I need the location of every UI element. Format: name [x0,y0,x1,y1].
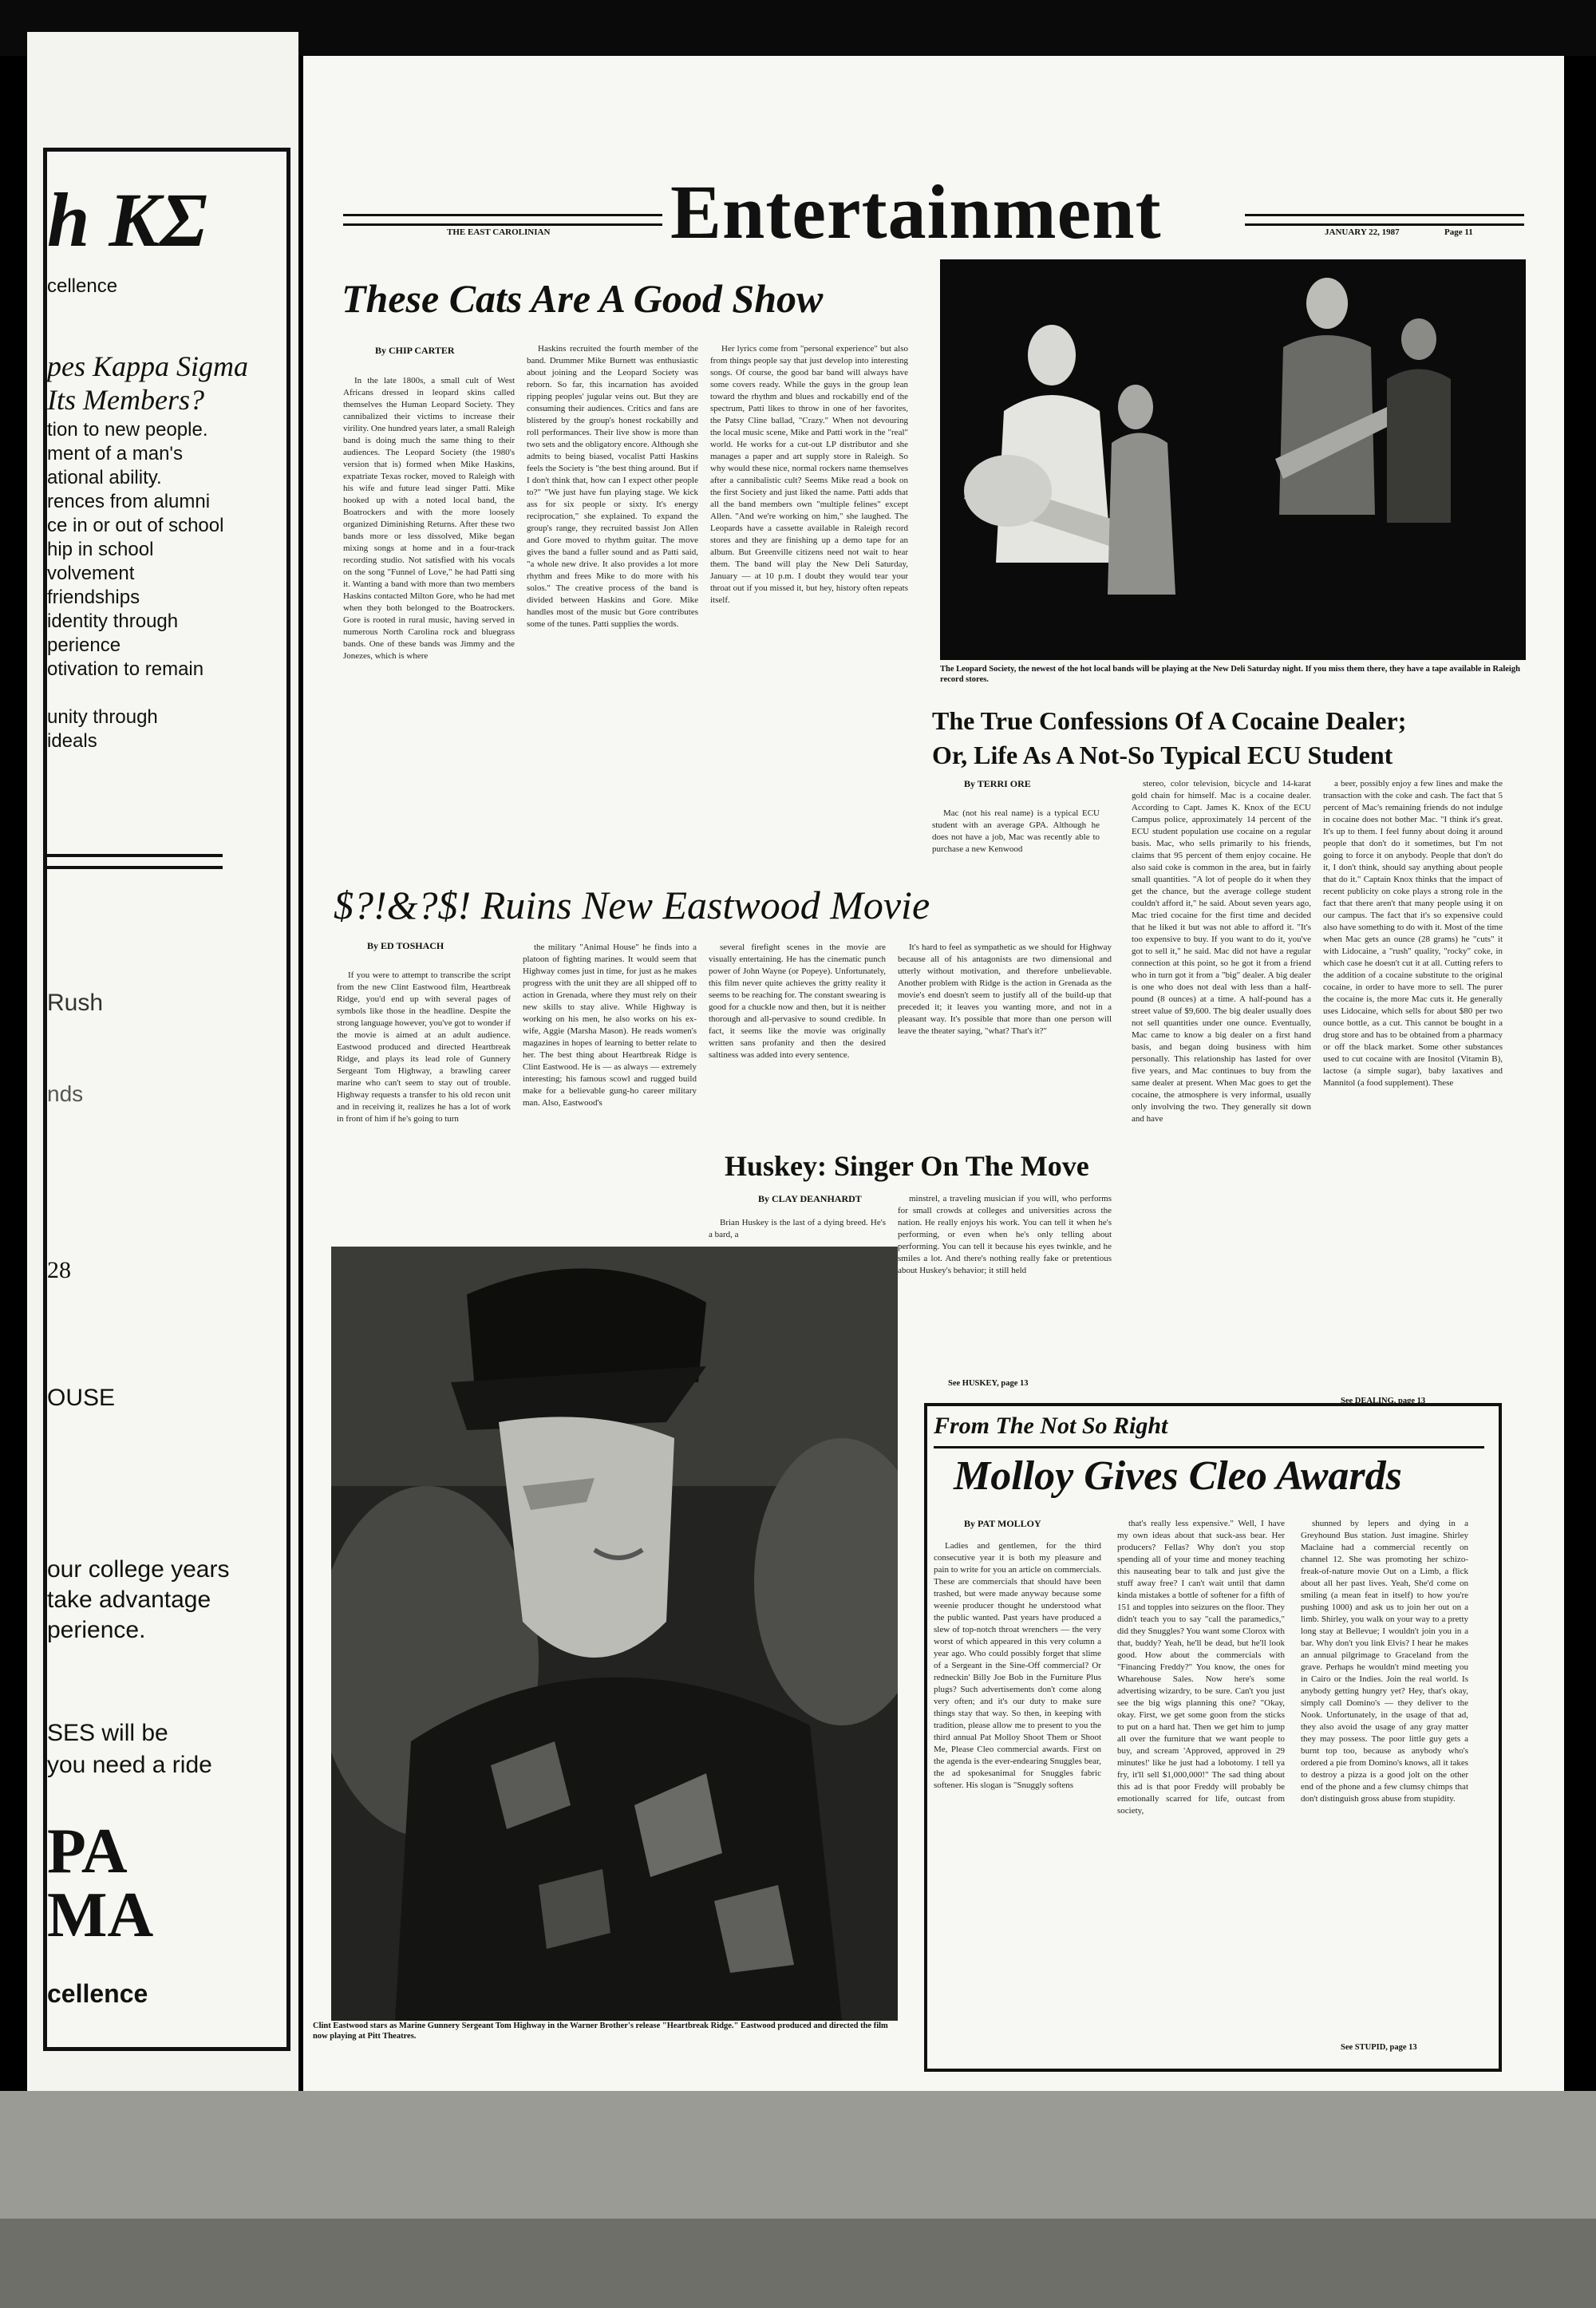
molloy-headline: Molloy Gives Cleo Awards [954,1453,1402,1499]
cocaine-text: a beer, possibly enjoy a few lines and make the transaction with the coke and cash. The fact that 5 percent of Mac's remaining friends do not indulge in cocaine does not bother Mac. "I think it's great. It's up to them. I feel funny about doing it around people that don't do it sometimes, but I'm not going to force it on anybody. People that don't do it, I don't think, should say anything about people that do it." Captain Knox thinks that the impact of recent publicity on coke plays a strong role in the fact that there aren't that many people using it on our campus. The fact that it's so expensive could also have something to do with it. Most of the time when Mac gets an ounce (28 grams) he "cuts" it with Lidocaine, a "rush" quality, "rocky" coke, in which case he doesn't cut it at all. Cutting refers to the addition of a cocaine substitute to the original cocaine, in order to have more to sell. The purer the cocaine is, the more Mac cuts it. He generally uses Lidocaine, which sells for about $80 per two ounce bottle, as a cut. This cannot be bought in a drug store and has to be obtained from a pharmacy or off the black market. Some other substances used to cut cocaine with are Inositol (Vitamin B), lactose (a simple sugar), baby laxatives and Mannitol (a food supplement). These [1323,779,1503,1088]
dealing-jump-line: See DEALING, page 13 [1341,1397,1426,1405]
huskey-column-1 [709,1217,886,1249]
eastwood-headline: $?!&?$! Ruins New Eastwood Movie [334,883,930,927]
ad-closing-line: perience. [47,1617,146,1643]
ad-benefit: ce in or out of school [47,515,224,536]
masthead-rule [343,223,662,226]
molloy-text: Ladies and gentlemen, for the third consecutive year it is both my pleasure and pain to write for you an article on commercials. These are commercials that should have been trashed, but were made anyway because some weenie producer thought he understood what the public wanted. Past years have produced a slew of top-notch throat wrenchers — the very worst of which appeared in this very column a year ago. Who could possibly forget that slime of a Sergeant in the Sine-Off commercial? Or redneckin' Billy Joe Bob in the Furniture Plus plugs? Such advertisements don't come along very often; and it's our duty to make sure things stay that way. So then, in keeping with tradition, please allow me to present to you the third annual Pat Molloy Shoot Them or Shoot Me, Please Cleo commercial awards. First on the agenda is the ever-endearing Snuggles bear, the ad spokesanimal for Snuggles fabric softener. His slogan is "Snuggly softens [934,1541,1101,1790]
masthead-rule [1245,223,1524,226]
cats-text: Her lyrics come from "personal experience" but also from things people say that just develop into interesting songs. Of course, the good bar band will always have some covers ready. While the guys in the group lean toward the rhythm and blues and rockabilly end of the spectrum, Patti likes to throw in one of her favorites, the Patsy Cline ballad, "Crazy." When not devouring the local music scene, Mike and Patti work in the "real" world. He works for a cut-out LP distributor and she manages a paper and art supply store in Raleigh. So why would these nice, normal rockers name themselves after a cannibalistic cult? Seems Mike read a book on the first Society and just liked the name. Patti adds that all the band members own "multiple felines" except Allen. "And we're working on him," she laughed. The Leopards have a cassette available in Raleigh record stores and they are finishing up a demo tape for an album. But Greenville citizens need not wait to hear them. The band will play the New Deli Saturday, January — at 10 p.m. I doubt they would tear your throat out if you missed it, but hey, history often repeats itself. [710,344,908,605]
cats-text: Haskins recruited the fourth member of the band. Drummer Mike Burnett was enthusiastic about joining and the Leopard Society was reborn. So far, this incarnation has avoided ripping peoples' jugular veins out. But they are consuming their audiences. Critics and fans are blistered by the group's honest rockabilly and roll performances. Their live show is more than two sets and the obligatory encore. Although she admits to being biased, vocalist Patti Haskins feels the Society is "the best thing around. But if I don't think that, how can I expect other people to?" "We just have fun playing stage. We kick ass for six people or sixty. It's energy reciprocation," she explained. To expand the group's range, they recruited bassist Jon Allen and Gore moved to rhythm guitar. The move gives the band a fuller sound and as Patti said, "a whole new drive. It also provides a lot more rhythm and frees Mike to do more with his solos." The creative process of the band is divided between Haskins and Gore. Mike handles most of the music but Gore contributes some of the tunes. Patti supplies the words. [527,344,698,629]
ad-logo-letters: h ΚΣ [47,177,207,263]
ad-benefit: unity through [47,706,158,728]
eastwood-column-1 [337,970,511,1225]
molloy-kicker: From The Not So Right [934,1413,1168,1439]
ad-benefit: hip in school [47,539,154,560]
eastwood-column-3 [709,942,886,1133]
leopard-photo-caption: The Leopard Society, the newest of the hot local bands will be playing at the New Deli Saturday night. If you miss them there, they have a tape available in Raleigh record stores. [940,665,1520,684]
ad-divider [47,854,223,857]
scanner-bed-shadow [0,2219,1596,2308]
ad-closing-line: take advantage [47,1587,211,1613]
masthead-rule [1245,214,1524,216]
ad-benefit: volvement [47,563,135,584]
stupid-jump-line: See STUPID, page 13 [1341,2043,1417,2052]
ad-house-label: OUSE [47,1385,116,1411]
kappa-sigma-ad [43,148,290,2051]
ad-benefit: ment of a man's [47,443,183,464]
cocaine-column-2 [1132,778,1311,1409]
huskey-column-2 [898,1193,1112,1373]
leopard-society-photo [940,259,1526,660]
cats-headline: These Cats Are A Good Show [342,276,824,321]
molloy-kicker-rule [934,1446,1484,1448]
huskey-text: minstrel, a traveling musician if you will, who performs for small crowds at colleges and universities across the nation. He really enjoys his work. You can tell it when he's performing, or even when he's only telling about performing. You can tell it because his eyes twinkle, and he smiles a lot. And there's nothing really fake or pretentious about Huskey's behavior; it still held [898,1194,1112,1275]
ad-benefit: rences from alumni [47,491,211,512]
paper-name: THE EAST CAROLINIAN [447,227,551,237]
band-photo-image [940,259,1526,660]
ad-ride-line: SES will be [47,1720,168,1746]
cocaine-byline: By TERRI ORE [964,778,1031,789]
molloy-byline: By PAT MOLLOY [964,1518,1041,1529]
ad-big-text: MA [47,1880,154,1950]
huskey-jump-line: See HUSKEY, page 13 [948,1379,1029,1388]
molloy-text: shunned by lepers and dying in a Greyhound Bus station. Just imagine. Shirley Maclaine had a commercial recently on channel 12. She was promoting her schizo-freak-of-nature movie Out on a Limb, a flick about all her past lives. Yeah, She'd come on smiling (a mean feat in itself) to how you're pushing 1000) and ask us to join her out on a limb. Shirley, you walk on your way to a pretty long stay at Bellevue; I wouldn't join you in a bar. Why don't you link Elvis? I hear he makes an annual pilgrimage to Graceland from the grave. Perhaps he wouldn't mind meeting you in Cairo or the Indies. Join the real world. Is anybody getting hungry yet? Hey, that's okay, simply call Domino's — they deliver to the Nook. Unfortunately, in the usage of that ad, they also avoid the usage of any gray matter they may possess. The poor little guy gets a burnt top too, because as anybody who's ordered a pie from Domino's knows, all it takes to destroy a pizza is a good jolt on the other end of the phone and a few clumsy chimps that don't distinguish gross abuse from stupidity. [1301,1519,1468,1804]
cats-column-1 [343,375,515,858]
huskey-headline: Huskey: Singer On The Move [725,1150,1089,1182]
cocaine-headline-line-1: The True Confessions Of A Cocaine Dealer; [932,706,1407,735]
section-masthead [343,168,1524,255]
ad-rush-label: Rush [47,990,104,1016]
cocaine-column-1 [932,808,1100,871]
ad-benefit: friendships [47,587,140,608]
cocaine-text: stereo, color television, bicycle and 14-karat gold chain for himself. Mac is a cocaine dealer. According to Capt. James K. Knox of the ECU Campus police, approximately 14 percent of the ECU student population use cocaine on a regular basis. Mac, who sells primarily to his friends, claims that 95 percent of them enjoy cocaine. He also said coke is common in the area, but in fairly small quantities. "A lot of people do it when they get the chance, but the average college student couldn't afford it," he said. About seven years ago, Mac tried cocaine for the first time and decided that he liked it but was not able to afford it. "It's too expensive to buy. If you want to do it, you've got to sell it," he said. Mac did not have a regular connection at this point, so he got it from a friend who in turn got it from a "big" dealer. A big dealer is one who does not deal with less than a half-pound (8 ounces) at a time. A half-pound has a street value of $9,600. The big dealer usually does not sell quantities under one ounce. Eventually, Mac came to know a big dealer on a first hand basis, and began doing business with him personally. This relationship has lasted for over five years, and Mac continues to buy from the same dealer at present. When Mac goes to get the cocaine, the atmosphere is very informal, usually only involving the two. They generally sit down and have [1132,779,1311,1124]
molloy-column-2 [1117,1518,1285,2051]
cocaine-text: Mac (not his real name) is a typical ECU student with an average GPA. Although he does not have a job, Mac was recently able to purchase a new Kenwood [932,808,1100,854]
molloy-text: that's really less expensive." Well, I have my own ideas about that suck-ass bear. Her producers? Fellas? Why don't you stop spending all of your time and money teaching this nauseating bear to talk and just give the stuff away free? I can't wait until that damn kinda mistakes a bottle of softener for a fifth of 151 and topples into seizures on the floor. They didn't teach you to say "call the paramedics," did they Snuggles? You want some Clorox with that, buddy? Yeah, he'll be dead, but he'll look good. How about the commercials with "Financing Freddy?" You know, the ones for Wharehouse Sales. Now here's some advertising wizardry, to be sure. Can't you just see the big wigs planning this one? "Okay, okay. First, we get some goon from the sticks to put on a hard hat. Then we get him to jump all over the furniture that we want people to buy, and scream 'Approved, approved in 29 minutes!' like he just had a lobotomy. I tell ya fry, it'll sell $1,000,000!" The sad thing about this ad is that poor Freddy will probably be emotionally scarred for life, outcast from society, [1117,1519,1285,1816]
cocaine-column-3 [1323,778,1503,1394]
ad-date-label: 28 [47,1257,71,1283]
eastwood-photo-caption: Clint Eastwood stars as Marine Gunnery Sergeant Tom Highway in the Warner Brother's release "Heartbreak Ridge." Eastwood produced and directed the film now playing at Pitt Theatres. [313,2021,888,2041]
ad-nds-label: nds [47,1081,84,1106]
ad-benefit: ational ability. [47,467,162,488]
masthead-rule [343,214,662,216]
ad-ride-line: you need a ride [47,1752,212,1778]
issue-date: JANUARY 22, 1987 [1325,227,1400,237]
huskey-text: Brian Huskey is the last of a dying breed. He's a bard, a [709,1218,886,1239]
ad-closing-line: our college years [47,1556,230,1583]
section-title: Entertainment [670,169,1162,255]
page-number: Page 11 [1444,227,1473,237]
cats-column-3 [710,343,908,870]
eastwood-text: It's hard to feel as sympathetic as we should for Highway because all of his antagonists are two dimensional and utterly without motivation, and therefore unbelievable. Another problem with Ridge is the action in Grenada as the movie's end doesn't seem to justify all of the build-up that preceded it; it leaves you wanting more, and not in a pleasant way. It's possible that more than one person will leave the theater saying, "what? That's it?" [898,943,1112,1036]
cats-column-2 [527,343,698,858]
ad-benefit: ideals [47,730,97,752]
ad-tagline: cellence [47,275,118,297]
molloy-column-1 [934,1540,1101,2051]
cats-byline: By CHIP CARTER [375,345,455,356]
eastwood-column-2 [523,942,697,1225]
ad-divider [47,866,223,869]
ad-question-line-2: Its Members? [47,384,204,416]
cocaine-headline-line-2: Or, Life As A Not-So Typical ECU Student [932,741,1393,769]
eastwood-photo-image [331,1247,898,2021]
eastwood-text: the military "Animal House" he finds into a platoon of fighting marines. It would seem that Highway comes just in time, for just as he makes progress with the unit they are all shipped off to action in Grenada, where they must rely on their new skills to stay alive. While Highway is working on his men, he also works on his ex-wife, Aggie (Marsha Mason). He reads women's magazines in hopes of learning to better relate to her. The best thing about Heartbreak Ridge is Clint Eastwood. He is — as always — extremely interesting; his famous scowl and rugged build make for a believable gung-ho career military man. Also, Eastwood's [523,943,697,1108]
ad-question-line-1: pes Kappa Sigma [47,350,248,382]
eastwood-byline: By ED TOSHACH [367,940,444,951]
ad-big-text: PA [47,1816,128,1887]
eastwood-column-4 [898,942,1112,1133]
eastwood-text: If you were to attempt to transcribe the script from the new Clint Eastwood film, Heartbreak Ridge, you'd end up with several pages of symbols like those in the headline. Despite the strong language however, you've got to wonder if the movie is aimed at an adult audience. Eastwood produced and directed Heartbreak Ridge, and plays its lead role of Gunnery Sergeant Tom Highway, a brawling career marine who can't seem to stay out of trouble. Highway requests a transfer to his old recon unit and in receiving it, realizes he has a lot of work in front of him if he's going to turn [337,970,511,1124]
ad-benefit: identity through [47,611,179,632]
huskey-byline: By CLAY DEANHARDT [758,1193,862,1204]
eastwood-text: several firefight scenes in the movie are visually entertaining. He has the cinematic punch power of John Wayne (or Popeye). Unfortunately, this film never quite achieves the gritty reality it seems to be reaching for. The constant swearing is good for a chuckle now and then, but it is neither thorough and all-pervasive to sound credible. In fact, it seems like the movie was originally written sans profanity and then the desired saltiness was added into every sentence. [709,943,886,1060]
cats-text: In the late 1800s, a small cult of West Africans dressed in leopard skins called themselves the Human Leopard Society. They cannibalized their victims to increase their virility. One hundred years later, a small Raleigh band is doing much the same thing to their audiences. The Leopard Society (the 1980's version that is) formed when Mike Haskins, expatriate Texas rocker, moved to Raleigh with his wife and future lead singer Patti. Mike hooked up with a noted local band, the Boatrockers and with the more loosely organized Diminishing Returns. After these two bands more or less dissolved, Mike began mixing songs at home and in a four-track recording studio. Not satisfied with his vocals on the song "Funnel of Love," he had Patti sing it. Wanting a band with more than two members Haskins contacted Milton Gore, who he had met when they both belonged to the Boatrockers. Gore is rooted in rural music, having served in numerous North Carolina rock and bluegrass bands. One of these bands was Jimmy and the Jonezes, which is where [343,376,515,661]
ad-benefit: perience [47,634,121,656]
eastwood-photo [331,1247,898,2021]
ad-bottom-tagline: cellence [47,1979,148,2008]
ad-benefit: tion to new people. [47,419,208,441]
ad-benefit: otivation to remain [47,658,204,680]
molloy-column-3 [1301,1518,1468,2037]
